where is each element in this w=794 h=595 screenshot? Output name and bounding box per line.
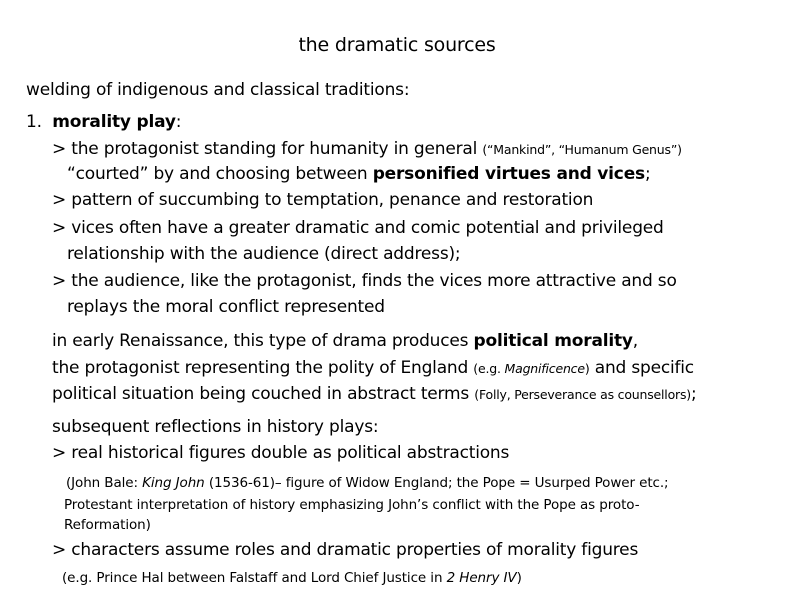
characters-line: > characters assume roles and dramatic properties of morality figures [52, 540, 639, 560]
renaissance-line-3: political situation being couched in abstract terms (Folly, Perseverance as counsellors); [52, 384, 697, 404]
personified-virtues-vices: personified virtues and vices [372, 164, 645, 184]
hal-note: (e.g. Prince Hal between Falstaff and Lord Chief Justice in 2 Henry IV) [62, 570, 522, 586]
king-john-title: King John [142, 475, 205, 491]
magnificence-note: (e.g. Magnificence) [473, 361, 590, 376]
pattern-line: > pattern of succumbing to temptation, penance and restoration [52, 190, 594, 210]
renaissance-line-1: in early Renaissance, this type of drama produces political morality, [52, 331, 639, 351]
protagonist-continuation: “courted” by and choosing between personified virtues and vices; [67, 164, 651, 184]
henry-iv-title: 2 Henry IV [446, 570, 517, 586]
vices-line-1: > vices often have a greater dramatic and comic potential and privileged [52, 218, 664, 238]
audience-line-2: replays the moral conflict represented [67, 297, 385, 317]
protagonist-line: > the protagonist standing for humanity in general (“Mankind”, “Humanum Genus”) [52, 139, 682, 159]
vices-line-2: relationship with the audience (direct address); [67, 244, 461, 264]
bale-note-line-1: (John Bale: King John (1536-61)– figure of Widow England; the Pope = Usurped Power etc.; [66, 475, 669, 491]
bale-note-line-3: Reformation) [64, 517, 151, 533]
item-1-heading: 1. morality play: [26, 112, 182, 132]
item-term: morality play [52, 112, 176, 132]
bale-note-line-2: Protestant interpretation of history emphasizing John’s conflict with the Pope as proto- [64, 497, 640, 513]
audience-line-1: > the audience, like the protagonist, finds the vices more attractive and so [52, 271, 677, 291]
item-number: 1. [26, 112, 42, 132]
slide-title: the dramatic sources [298, 34, 496, 56]
political-morality: political morality [473, 331, 633, 351]
protagonist-examples: (“Mankind”, “Humanum Genus”) [482, 142, 682, 157]
intro-line: welding of indigenous and classical traditions: [26, 80, 410, 100]
counsellors-note: (Folly, Perseverance as counsellors) [474, 387, 691, 402]
history-line-1: subsequent reflections in history plays: [52, 417, 379, 437]
history-line-2: > real historical figures double as political abstractions [52, 443, 510, 463]
renaissance-line-2: the protagonist representing the polity of England (e.g. Magnificence) and specific [52, 358, 694, 378]
